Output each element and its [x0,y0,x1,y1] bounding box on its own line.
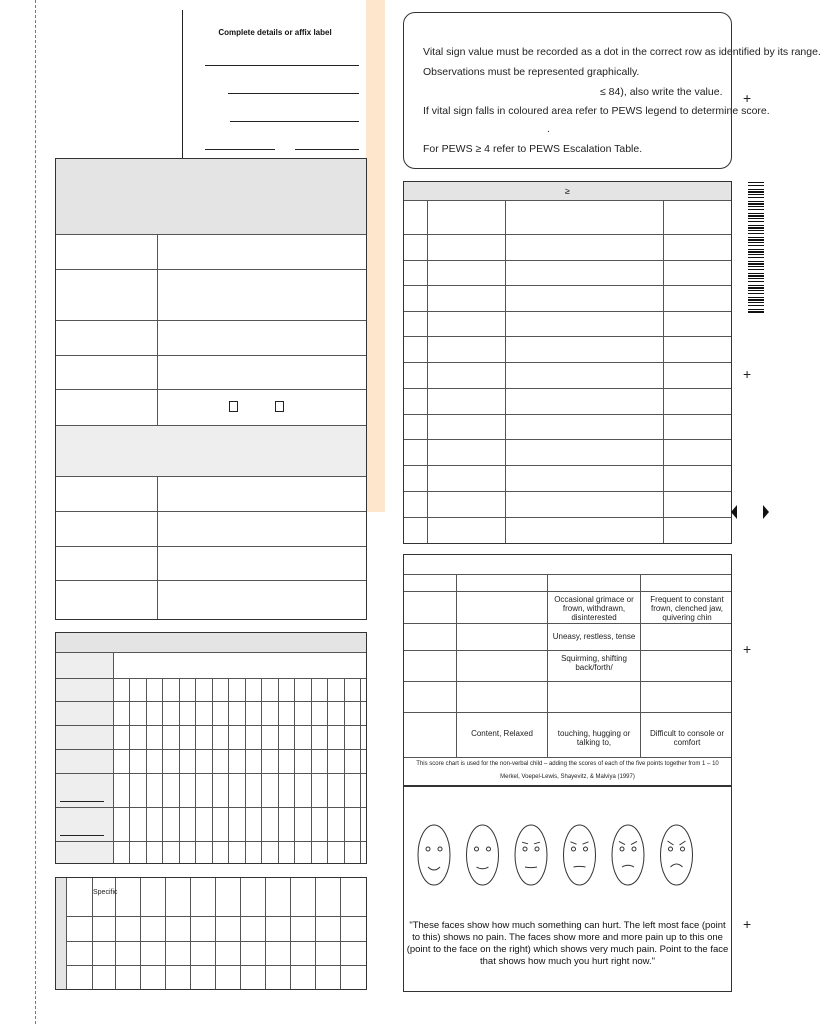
barcode-bar [748,278,764,279]
pain-face-4 [612,825,644,885]
barcode-bar [748,206,764,207]
notice-line-1: Vital sign value must be recorded as a dot in the correct row as identified by its range. [423,46,821,58]
flacc-consolability-score-2: Difficult to console or comfort [649,729,725,747]
notice-line-2: Observations must be represented graphically. [423,66,640,78]
colour-strip [366,0,385,512]
vital-row-line [404,362,731,363]
barcode-bar [748,297,764,298]
pain-face-1 [467,825,499,885]
pain-face-2 [515,825,547,885]
grid-column-line [245,678,246,863]
flacc-face-score-2: Frequent to constant frown, clenched jaw, quivering chin [650,595,724,622]
barcode-bar [748,227,764,229]
barcode-bar [748,213,764,214]
flacc-note: This score chart is used for the non-verbal child – adding the scores of each of the five points together from 1 – 10 [416,761,719,767]
plus-mark-2: + [743,366,752,382]
vital-row-line [404,491,731,492]
barcode-bar [748,242,764,243]
vital-row-line [404,285,731,286]
vital-row-line [404,260,731,261]
flacc-citation: Merkel, Voepel-Lewis, Shayevitz, & Malviya (1997) [500,774,635,780]
barcode-bar [748,249,764,250]
grid-column-line [327,678,328,863]
barcode-bar [748,261,764,262]
notice-line-5: . [547,123,550,135]
grid-column-line [278,678,279,863]
label-line-3[interactable] [230,121,359,122]
vital-row-line [404,336,731,337]
label-title: Complete details or affix label [218,28,332,37]
barcode-bar [748,302,764,303]
label-line-4a[interactable] [205,149,275,150]
barcode-bar [748,245,764,246]
faces-row [404,809,731,904]
barcode-bar [748,287,764,289]
grid-column-line [311,678,312,863]
label-line-1[interactable] [205,65,359,66]
barcode-bar [748,299,764,301]
vital-sign-table [403,181,732,544]
specific-column-line [140,878,141,989]
barcode-bar [748,266,764,267]
specific-column-line [215,878,216,989]
barcode-bar [748,273,764,274]
barcode-bar [748,237,764,238]
barcode-bar [748,189,764,190]
barcode-bar [748,209,764,210]
label-line-4b[interactable] [295,149,359,150]
vital-row-line [404,465,731,466]
notice-line-4: If vital sign falls in coloured area refer to PEWS legend to determine score. [423,105,770,117]
barcode-bar [748,257,764,258]
barcode-bar [748,197,764,198]
barcode-bar [748,254,764,255]
vital-row-line [404,439,731,440]
flacc-legs-score-1: Uneasy, restless, tense [552,632,636,641]
details-header [56,159,366,235]
barcode-bar [748,293,764,294]
grid-column-line [344,678,345,863]
barcode-bar [748,201,764,202]
vital-row-line [404,234,731,235]
specific-label: Specific [93,889,118,896]
barcode-bar [748,281,764,282]
specific-column-line [265,878,266,989]
specific-column-line [340,878,341,989]
pain-face-0 [418,825,450,885]
grid-column-line [129,678,130,863]
barcode-bar [748,285,764,286]
notice-line-3: ≤ 84), also write the value. [600,86,723,98]
barcode-bar [748,239,764,241]
flacc-table [403,554,732,786]
specific-column-line [190,878,191,989]
vital-row-line [404,414,731,415]
vital-row-line [404,311,731,312]
flacc-consolability-score-0: Content, Relaxed [471,729,533,738]
grid-column-line [179,678,180,863]
barcode-bar [748,182,764,183]
barcode-bar [748,263,764,265]
grid-column-line [228,678,229,863]
grid-column-line [162,678,163,863]
cut-line [35,0,36,1024]
vital-row-line [404,517,731,518]
barcode-bar [748,191,764,193]
barcode-bar [748,203,764,205]
faces-pain-scale [403,786,732,992]
pain-face-5 [661,825,693,885]
flacc-activity-score-1: Squirming, shifting back/forth/ [561,654,627,672]
notice-line-6: For PEWS ≥ 4 refer to PEWS Escalation Table. [423,143,643,155]
barcode-bar [748,233,764,234]
grid-column-line [146,678,147,863]
barcode-bar [748,309,764,310]
barcode-bar [748,225,764,226]
label-line-2[interactable] [228,93,359,94]
vital-table-header: ≥ [404,182,731,201]
plus-mark-3: + [743,641,752,657]
barcode-bar [748,215,764,217]
vital-row-line [404,388,731,389]
grid-column-line [360,678,361,863]
flacc-face-score-1: Occasional grimace or frown, withdrawn, disinterested [554,595,634,622]
barcode-bar [748,269,764,270]
specific-column-line [240,878,241,989]
specific-table [55,877,367,990]
specific-column-line [315,878,316,989]
checkbox-2[interactable] [275,401,284,412]
instruction-notice [403,12,821,169]
barcode-bar [748,275,764,277]
barcode-bar [748,221,764,222]
barcode [748,182,764,312]
checkbox-1[interactable] [229,401,238,412]
specific-column-line [165,878,166,989]
grid-column-line [195,678,196,863]
barcode-bar [748,290,764,291]
barcode-bar [748,305,764,306]
barcode-bar [748,194,764,195]
barcode-bar [748,311,764,313]
page-nav-arrows [731,505,771,519]
flacc-consolability-score-1: touching, hugging or talking to, [557,729,631,747]
barcode-bar [748,251,764,253]
grid-column-line [261,678,262,863]
specific-column-line [290,878,291,989]
faces-caption: "These faces show how much something can hurt. The left most face (point to this) shows no pain. The faces show more and more pain up to this one (point to the face on the right) which shows very much pain. Point to the face that shows how much you hurt right now." [406,920,729,967]
barcode-bar [748,230,764,231]
plus-mark-1: + [743,90,752,106]
observation-grid [55,632,367,864]
barcode-bar [748,185,764,186]
pain-face-3 [564,825,596,885]
patient-details-table [55,158,367,620]
grid-column-line [294,678,295,863]
grid-column-line [212,678,213,863]
barcode-bar [748,218,764,219]
plus-mark-4: + [743,916,752,932]
label-divider [182,10,183,158]
